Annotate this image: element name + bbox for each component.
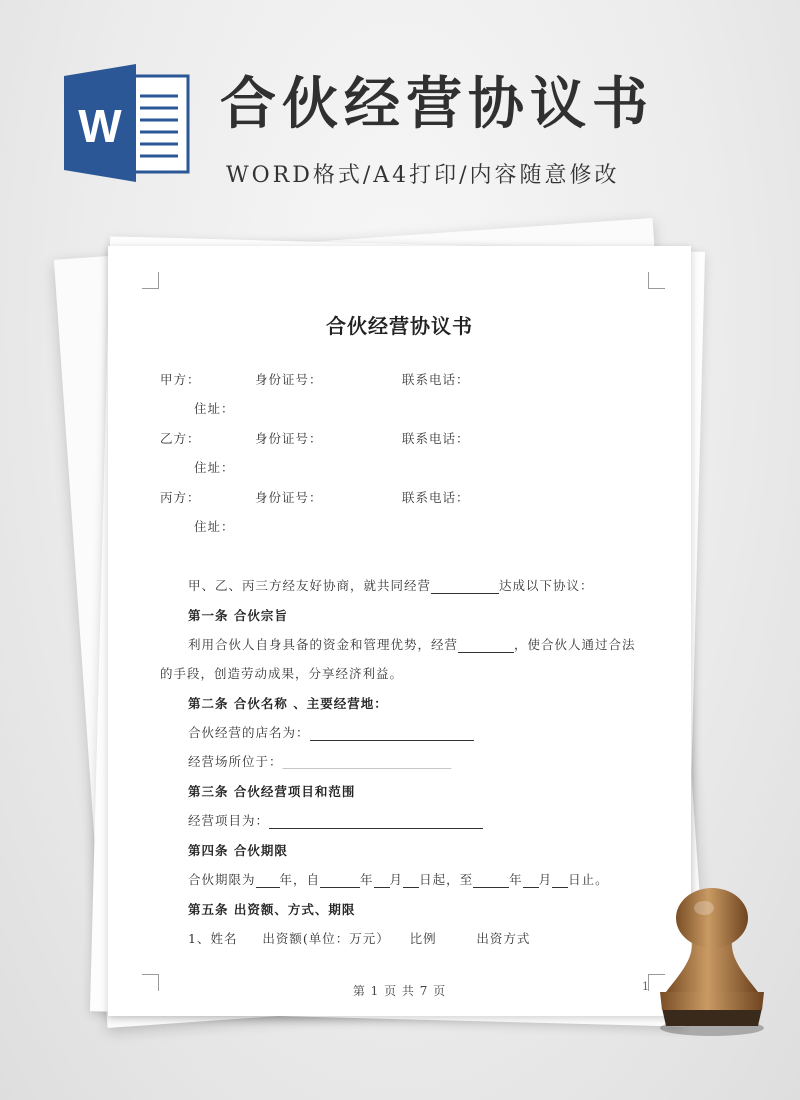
article-2-place-line xyxy=(188,752,451,770)
article-4-text: 年 xyxy=(360,872,374,887)
article-3-item-label: 经营项目为： xyxy=(188,813,270,828)
article-2-place-blank: ___________________________ xyxy=(282,754,452,769)
article-3-item-line xyxy=(188,811,483,829)
blank-line xyxy=(552,873,568,888)
crop-mark xyxy=(142,272,159,289)
party-b-id-label: 身份证号： xyxy=(255,431,323,446)
article-4-text: 年 xyxy=(509,872,523,887)
article-4-text: 年，自 xyxy=(279,872,321,887)
blank-line xyxy=(320,873,360,888)
page-footer-number: 1 xyxy=(642,980,649,993)
article-4-text: 日止。 xyxy=(568,872,609,887)
article-2-title: 第二条 合伙名称 、主要经营地： xyxy=(188,696,388,711)
blank-line xyxy=(523,873,539,888)
article-2-name-line xyxy=(188,723,474,741)
intro-line xyxy=(188,576,594,594)
page-footer: 第 1 页 共 7 页 xyxy=(352,984,447,998)
blank-line xyxy=(256,873,280,888)
article-5-row: 1、姓名 出资额(单位：万元） 比例 出资方式 xyxy=(188,931,531,946)
article-4-text: 月 xyxy=(538,872,553,887)
party-c-label: 丙方： xyxy=(160,490,201,505)
intro-text-a: 甲、乙、丙三方经友好协商，就共同经营 xyxy=(188,578,432,593)
document-page xyxy=(108,246,691,1016)
blank-line xyxy=(473,873,509,888)
article-4-text: 日起，至 xyxy=(419,872,474,887)
document-title: 合伙经营协议书 xyxy=(326,314,473,338)
party-a-phone-label: 联系电话： xyxy=(402,372,470,387)
article-1-text-c: 的手段，创造劳动成果，分享经济利益。 xyxy=(160,666,404,681)
party-c-id-label: 身份证号： xyxy=(255,490,323,505)
article-3-title: 第三条 合伙经营项目和范围 xyxy=(188,784,356,799)
word-logo-icon xyxy=(62,62,192,184)
party-b-phone-label: 联系电话： xyxy=(402,431,470,446)
party-b-label: 乙方： xyxy=(160,431,201,446)
article-4-text: 合伙期限为 xyxy=(188,872,256,887)
blank-line xyxy=(403,873,419,888)
word-logo-letter: W xyxy=(78,100,122,152)
crop-mark xyxy=(648,272,665,289)
intro-text-b: 达成以下协议： xyxy=(499,578,594,593)
article-4-title: 第四条 合伙期限 xyxy=(188,843,288,858)
party-b-address-label: 住址： xyxy=(194,460,235,475)
banner-subtitle: WORD格式/A4打印/内容随意修改 xyxy=(226,163,620,188)
blank-line xyxy=(374,873,390,888)
article-2-name-label: 合伙经营的店名为： xyxy=(188,725,310,740)
article-1-line xyxy=(188,635,636,653)
article-2-place-label: 经营场所位于： xyxy=(188,754,283,769)
article-1-text-b: ，使合伙人通过合法 xyxy=(514,637,636,652)
blank-line xyxy=(431,579,499,594)
blank-line xyxy=(458,638,514,653)
article-4-line xyxy=(188,870,609,888)
article-1-title: 第一条 合伙宗旨 xyxy=(188,608,288,623)
article-5-title: 第五条 出资额、方式、期限 xyxy=(188,902,356,917)
party-a-label: 甲方： xyxy=(160,372,201,387)
article-1-text-a: 利用合伙人自身具备的资金和管理优势，经营 xyxy=(188,637,459,652)
blank-line xyxy=(310,726,474,741)
party-a-address-label: 住址： xyxy=(194,401,235,416)
blank-line xyxy=(269,814,483,829)
party-c-phone-label: 联系电话： xyxy=(402,490,470,505)
article-4-text: 月 xyxy=(389,872,404,887)
banner-title: 合伙经营协议书 xyxy=(220,72,654,137)
party-c-address-label: 住址： xyxy=(194,519,235,534)
party-a-id-label: 身份证号： xyxy=(255,372,323,387)
wooden-stamp-icon xyxy=(640,880,780,1040)
